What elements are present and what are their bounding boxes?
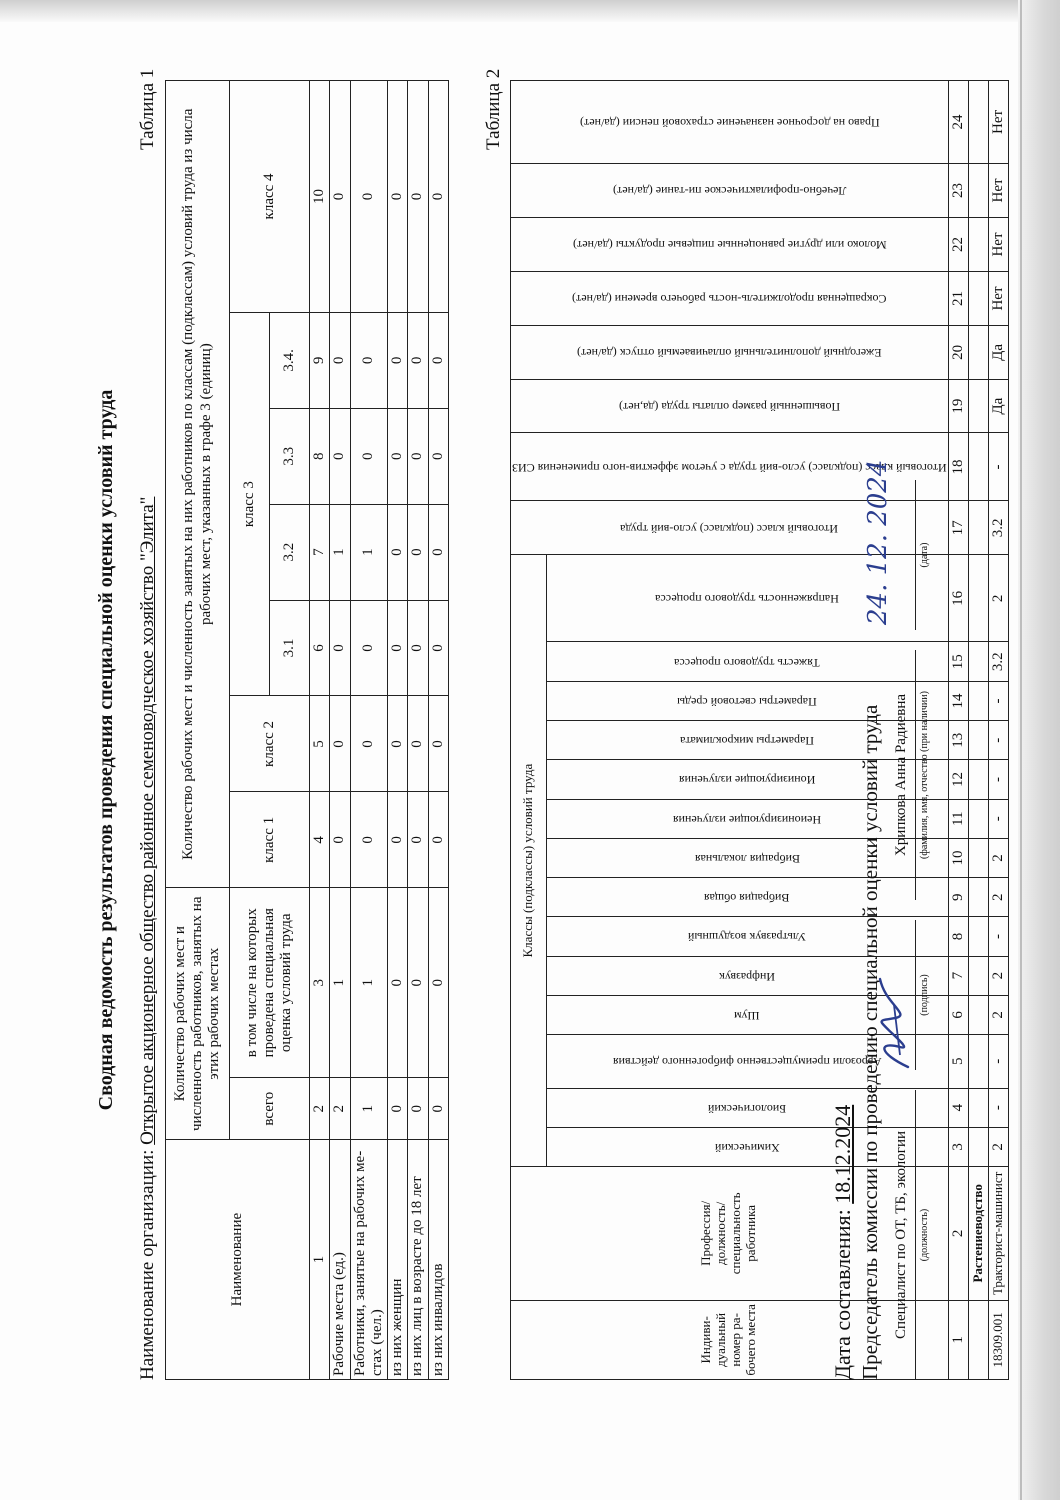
t1-header-class2: класс 2 <box>230 696 310 792</box>
t2-header-nutrition: Лечебно-профилактическое пи-тание (да/нет) <box>511 163 949 217</box>
handwritten-signature <box>870 965 920 1075</box>
t2-num: 16 <box>948 555 968 642</box>
cell: - <box>988 681 1008 720</box>
cell: - <box>988 1034 1008 1088</box>
t2-header-classes: Классы (подклассы) условий труда <box>511 555 547 1167</box>
cell: 0 <box>428 81 448 313</box>
handwritten-date: 24. 12. 2024 <box>863 459 893 625</box>
t2-header-final-class-siz: Итоговый класс (подкласс) усло-вий труда с учетом эффектив-ного применения СИЗ <box>511 433 949 501</box>
chairman-line: Председатель комиссии по проведению специальной оценки условий труда <box>858 704 882 1380</box>
section-label: Растениеводство <box>968 1166 988 1300</box>
cell: 0 <box>350 792 388 888</box>
cell: 2 <box>988 995 1008 1034</box>
cell: 3.2 <box>988 642 1008 681</box>
t2-num: 17 <box>948 501 968 555</box>
t1-header-3-2: 3.2 <box>270 504 310 600</box>
t1-num: 10 <box>310 81 330 313</box>
table-row <box>388 81 408 1380</box>
row-label: из них лиц в возрасте до 18 лет <box>408 1140 428 1380</box>
cell: 0 <box>350 81 388 313</box>
t2-factor: Шум <box>546 995 948 1034</box>
date-label: Дата составления: <box>830 1203 855 1380</box>
cell: - <box>988 1088 1008 1127</box>
t2-num: 15 <box>948 642 968 681</box>
t2-num: 11 <box>948 799 968 838</box>
table-row <box>988 81 1008 1380</box>
document-title: Сводная ведомость результатов проведения специальной оценки условий труда <box>95 389 117 1111</box>
t1-header-count: Количество рабочих мест и численность работников, занятых на этих рабочих местах <box>166 888 230 1140</box>
t1-num: 3 <box>310 888 330 1078</box>
cell: - <box>988 917 1008 956</box>
cell: 0 <box>350 312 388 408</box>
cell: 2 <box>988 555 1008 642</box>
t2-header-profession: Профессия/ должность/ специальность работника <box>511 1166 949 1300</box>
t2-num: 9 <box>948 878 968 917</box>
t2-num: 20 <box>948 326 968 380</box>
cell: Нет <box>988 272 1008 326</box>
cell: 0 <box>388 600 408 696</box>
t1-header-name: Наименование <box>166 1140 310 1380</box>
t1-num: 2 <box>310 1078 330 1140</box>
t2-num: 18 <box>948 433 968 501</box>
cell: 0 <box>350 696 388 792</box>
t2-num: 22 <box>948 218 968 272</box>
compilation-date <box>830 1105 856 1380</box>
cell: 0 <box>388 792 408 888</box>
cell: - <box>988 433 1008 501</box>
t2-num: 10 <box>948 838 968 877</box>
t1-num: 9 <box>310 312 330 408</box>
t2-num: 3 <box>948 1127 968 1166</box>
cell: 2 <box>988 878 1008 917</box>
cell: 0 <box>428 312 448 408</box>
t2-factor: Аэрозоли преимущественно фиброгенного действия <box>546 1034 948 1088</box>
t2-section-row <box>968 81 988 1380</box>
t2-factor: Вибрация локальная <box>546 838 948 877</box>
t1-num: 1 <box>310 1140 330 1380</box>
t1-header-class1: класс 1 <box>230 792 310 888</box>
t1-num: 7 <box>310 504 330 600</box>
table-row <box>350 81 388 1380</box>
row-label: из них инвалидов <box>428 1140 448 1380</box>
t1-header-3-1: 3.1 <box>270 600 310 696</box>
table-row <box>408 81 428 1380</box>
t2-header-milk: Молоко или другие равноценные пищевые продукты (да/нет) <box>511 218 949 272</box>
cell: - <box>988 721 1008 760</box>
name-caption: (фамилия, имя, отчество (при наличии) <box>919 691 930 859</box>
cell: 0 <box>428 504 448 600</box>
t1-header-class4: класс 4 <box>230 81 310 313</box>
table2-label: Таблица 2 <box>483 68 504 150</box>
workplace-id: 18309.001 <box>988 1300 1008 1379</box>
cell: 1 <box>350 1078 388 1140</box>
cell: 0 <box>428 696 448 792</box>
cell: - <box>988 799 1008 838</box>
signature-row <box>893 480 933 1380</box>
t2-num: 2 <box>948 1166 968 1300</box>
cell: 0 <box>408 312 428 408</box>
cell: Нет <box>988 163 1008 217</box>
t2-num: 14 <box>948 681 968 720</box>
cell: 0 <box>350 600 388 696</box>
row-label: из них женщин <box>388 1140 408 1380</box>
t1-num: 8 <box>310 408 330 504</box>
position-field: Специалист по ОТ, ТБ, экологии <box>893 1090 916 1380</box>
cell: 1 <box>350 888 388 1078</box>
t1-num: 6 <box>310 600 330 696</box>
cell: 0 <box>388 81 408 313</box>
t2-number-row <box>948 81 968 1380</box>
row-label: Работники, занятые на рабочих ме-стах (чел.) <box>350 1140 388 1380</box>
t2-num: 6 <box>948 995 968 1034</box>
organization-line <box>137 497 159 1380</box>
cell: 0 <box>428 1078 448 1140</box>
cell: 1 <box>330 888 350 1078</box>
table-row <box>330 81 350 1380</box>
t1-header-class3: класс 3 <box>230 312 270 696</box>
cell: 0 <box>388 888 408 1078</box>
date-value: 18.12.2024 <box>830 1104 855 1204</box>
cell: 0 <box>408 504 428 600</box>
cell: 3.2 <box>988 501 1008 555</box>
scan-top-shadow <box>0 0 1060 22</box>
t2-num: 5 <box>948 1034 968 1088</box>
t2-factor: Ионизирующие излучения <box>546 760 948 799</box>
profession: Тракторист-машинист <box>988 1166 1008 1300</box>
cell: 1 <box>330 504 350 600</box>
table-row <box>428 81 448 1380</box>
t2-num: 8 <box>948 917 968 956</box>
cell: 0 <box>330 600 350 696</box>
cell: 2 <box>988 956 1008 995</box>
cell: 0 <box>388 696 408 792</box>
cell: - <box>988 760 1008 799</box>
org-name: Открытое акционерное общество районное семеноводческое хозяйство "Элита" <box>137 496 158 1145</box>
rotated-page <box>55 60 1015 1440</box>
cell: 0 <box>408 81 428 313</box>
cell: 0 <box>428 600 448 696</box>
t1-header-3-4: 3.4. <box>270 312 310 408</box>
t2-num: 23 <box>948 163 968 217</box>
date-field <box>893 480 916 630</box>
t1-num: 5 <box>310 696 330 792</box>
t2-factor: Неионизирующие излучения <box>546 799 948 838</box>
cell: 0 <box>330 312 350 408</box>
cell: 0 <box>388 312 408 408</box>
t2-num: 13 <box>948 721 968 760</box>
cell: Да <box>988 326 1008 380</box>
cell: 0 <box>350 408 388 504</box>
t2-header-pay: Повышенный размер оплаты труда (да,нет) <box>511 379 949 433</box>
cell: 0 <box>408 1078 428 1140</box>
t1-num: 4 <box>310 792 330 888</box>
cell: 0 <box>428 888 448 1078</box>
table1-label: Таблица 1 <box>137 68 158 150</box>
cell: 2 <box>988 838 1008 877</box>
t2-num: 7 <box>948 956 968 995</box>
cell: 0 <box>330 408 350 504</box>
t1-header-3-3: 3.3 <box>270 408 310 504</box>
table-2 <box>510 80 1009 1380</box>
cell: 0 <box>388 504 408 600</box>
t2-factor: Параметры микроклимата <box>546 721 948 760</box>
cell: 2 <box>988 1127 1008 1166</box>
signature-caption: (подпись) <box>919 974 930 1016</box>
t2-num: 1 <box>948 1300 968 1379</box>
scan-edge-shadow <box>1018 0 1060 1500</box>
t2-factor: Химический <box>546 1127 948 1166</box>
cell: 0 <box>388 1078 408 1140</box>
cell: Нет <box>988 218 1008 272</box>
t1-header-total: всего <box>230 1078 310 1140</box>
cell: 0 <box>330 696 350 792</box>
cell: 0 <box>408 696 428 792</box>
cell: 1 <box>350 504 388 600</box>
row-label: Рабочие места (ед.) <box>330 1140 350 1380</box>
t2-factor: Ультразвук воздушный <box>546 917 948 956</box>
cell: 0 <box>408 888 428 1078</box>
table-1 <box>165 80 449 1380</box>
t1-header-assessed: в том числе на которых проведена специальная оценка условий труда <box>230 888 310 1078</box>
t2-num: 21 <box>948 272 968 326</box>
t2-header-leave: Ежегодный дополнительный оплачиваемый отпуск (да/нет) <box>511 326 949 380</box>
t2-header-pension: Право на досрочное назначение страховой пенсии (да/нет) <box>511 81 949 164</box>
t1-header-classes: Количество рабочих мест и численность занятых на них работников по классам (подклассам) условий труда из числа рабочих мест, указанных в графе 3 (единиц) <box>166 81 230 888</box>
scan-edge-line <box>1020 0 1022 1500</box>
t2-factor: Тяжесть трудового процесса <box>546 642 948 681</box>
t2-factor: Напряженность трудового процесса <box>546 555 948 642</box>
cell: 0 <box>428 792 448 888</box>
t2-header-id: Индиви-дуальный номер ра-бочего места <box>511 1300 949 1379</box>
t1-number-row <box>310 81 330 1380</box>
cell: 0 <box>428 408 448 504</box>
cell: 0 <box>408 792 428 888</box>
cell: 0 <box>330 81 350 313</box>
t2-factor: Инфразвук <box>546 956 948 995</box>
position-caption: (должность) <box>919 1208 930 1262</box>
cell: 0 <box>388 408 408 504</box>
t2-factor: Вибрация общая <box>546 878 948 917</box>
cell: Нет <box>988 81 1008 164</box>
cell: Да <box>988 379 1008 433</box>
t2-num: 19 <box>948 379 968 433</box>
t2-header-final-class: Итоговый класс (подкласс) усло-вий труда <box>511 501 949 555</box>
t2-factor: Параметры световой среды <box>546 681 948 720</box>
t2-num: 24 <box>948 81 968 164</box>
t2-num: 12 <box>948 760 968 799</box>
cell: 2 <box>330 1078 350 1140</box>
org-label: Наименование организации: <box>137 1144 158 1380</box>
t2-header-short-hours: Сокращенная продолжитель-ность рабочего времени (да/нет) <box>511 272 949 326</box>
name-field: Хрипкова Анна Радиевна <box>893 650 916 900</box>
cell: 0 <box>408 600 428 696</box>
date-caption: (дата) <box>919 542 930 568</box>
cell: 0 <box>408 408 428 504</box>
t2-factor: Биологический <box>546 1088 948 1127</box>
t2-num: 4 <box>948 1088 968 1127</box>
cell: 0 <box>330 792 350 888</box>
